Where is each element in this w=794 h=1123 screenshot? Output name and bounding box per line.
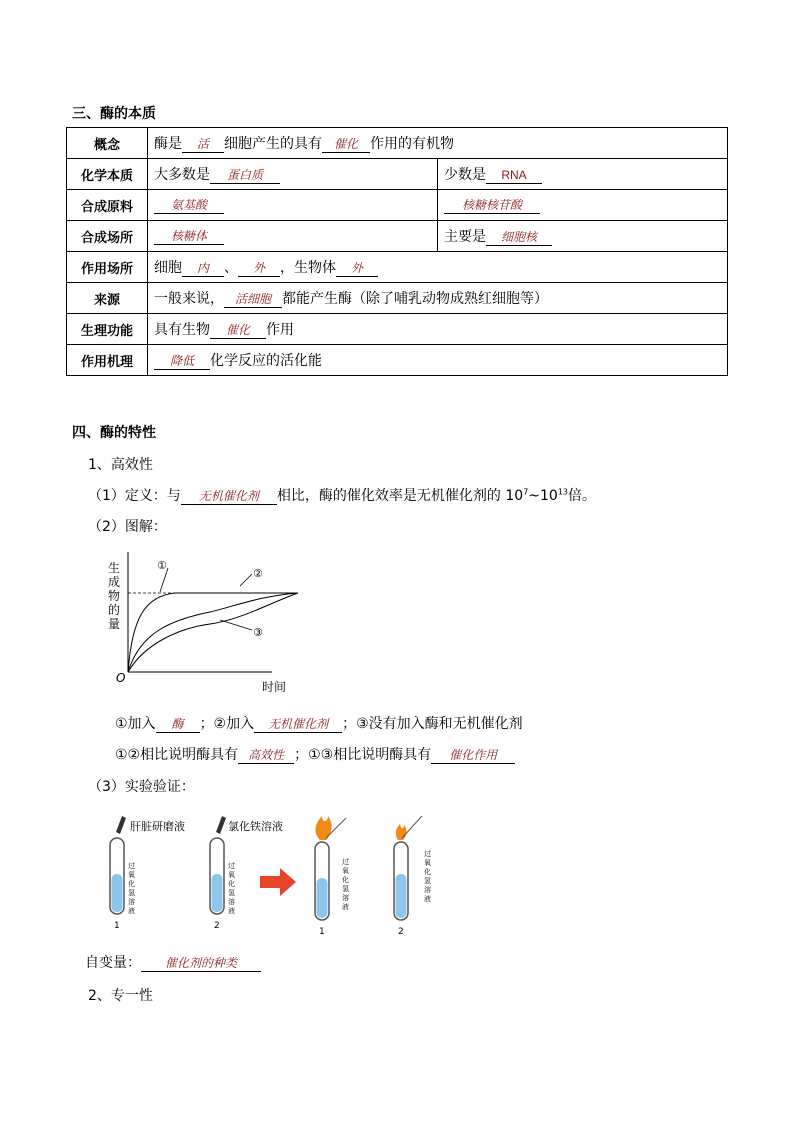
chem-minority-cell xyxy=(438,159,728,190)
tube-text: 液 xyxy=(128,907,135,915)
section3-title: 三、酶的本质 xyxy=(72,106,156,122)
text: ~10 xyxy=(528,488,558,504)
leader-2 xyxy=(240,574,252,586)
legend-line xyxy=(115,713,523,733)
liver-label: 肝脏研磨液 xyxy=(130,820,185,833)
row-label-function: 生理功能 xyxy=(67,314,148,345)
ylabel-char: 成 xyxy=(108,575,121,589)
ylabel-char: 量 xyxy=(108,617,121,631)
text: 细胞 xyxy=(154,260,182,276)
text: 化学反应的活化能 xyxy=(210,353,322,369)
exponent: 13 xyxy=(557,487,569,497)
ylabel-char: 的 xyxy=(108,603,121,617)
tube-text: 溶 xyxy=(342,894,349,902)
tube-liquid xyxy=(396,874,407,918)
reaction-curve-graph xyxy=(100,548,310,698)
action-cell xyxy=(148,252,728,283)
tube-text: 氧 xyxy=(228,871,235,879)
answer-blank: 活 xyxy=(182,136,224,153)
table-row xyxy=(67,345,728,376)
text: 少数是 xyxy=(444,167,486,183)
answer-blank: 细胞核 xyxy=(486,229,552,246)
text: 具有生物 xyxy=(154,322,210,338)
tube-text: 化 xyxy=(228,880,235,888)
exponent: 7 xyxy=(523,487,529,497)
row-label-site: 合成场所 xyxy=(67,221,148,252)
answer-blank: 催化剂的种类 xyxy=(141,955,261,972)
tube-text: 溶 xyxy=(128,898,135,906)
answer-blank: RNA xyxy=(486,167,542,184)
answer-blank: 无机催化剂 xyxy=(254,716,342,733)
text: 主要是 xyxy=(444,229,486,245)
tube-text: 过 xyxy=(228,862,235,870)
row-label-mechanism: 作用机理 xyxy=(67,345,148,376)
dropper-icon xyxy=(116,816,126,834)
text: 细胞产生的具有 xyxy=(224,136,322,152)
text: 大多数是 xyxy=(154,167,210,183)
subheading-efficiency: 1、高效性 xyxy=(88,457,153,473)
tube-text: 氢 xyxy=(128,889,135,897)
answer-blank: 高效性 xyxy=(238,747,294,764)
text: ①②相比说明酶具有 xyxy=(115,747,239,763)
curve-1-enzyme xyxy=(128,593,298,672)
tube-text: 溶 xyxy=(424,886,431,894)
text: ①加入 xyxy=(115,716,156,732)
flame-icon xyxy=(396,824,407,840)
tube-liquid xyxy=(112,874,123,912)
curve-2-inorganic xyxy=(128,593,298,672)
mechanism-cell xyxy=(148,345,728,376)
text: 倍。 xyxy=(568,488,597,504)
tube-text: 过 xyxy=(342,858,349,866)
curve-label-1: ① xyxy=(157,559,167,572)
experiment-illustration xyxy=(100,808,440,938)
answer-blank: 核糖核苷酸 xyxy=(444,197,540,214)
tube-text: 氧 xyxy=(128,871,135,879)
answer-blank: 催化作用 xyxy=(431,747,515,764)
row-label-chem: 化学本质 xyxy=(67,159,148,190)
answer-blank: 降低 xyxy=(154,353,210,370)
text: 、 xyxy=(224,260,238,276)
tube-text: 氧 xyxy=(424,859,431,867)
text: ；③没有加入酶和无机催化剂 xyxy=(342,716,523,732)
enzyme-nature-table xyxy=(66,127,728,376)
tube-text: 氧 xyxy=(342,867,349,875)
section4-title: 四、酶的特性 xyxy=(72,425,156,441)
ylabel-char: 物 xyxy=(108,589,121,603)
row-label-concept: 概念 xyxy=(67,128,148,159)
curve-3-none xyxy=(128,593,298,672)
tube-text: 氢 xyxy=(228,889,235,897)
subheading-specificity: 2、专一性 xyxy=(88,988,153,1004)
text: 自变量： xyxy=(85,955,141,971)
answer-blank: 内 xyxy=(182,260,224,277)
tube-text: 过 xyxy=(424,850,431,858)
site-cell-2 xyxy=(438,221,728,252)
answer-blank: 催化 xyxy=(210,322,266,339)
tube-text: 氢 xyxy=(342,885,349,893)
right-arrow-icon xyxy=(260,868,296,896)
text: ；①③相比说明酶具有 xyxy=(294,747,432,763)
tube-text: 溶 xyxy=(228,898,235,906)
tube-text: 化 xyxy=(342,876,349,884)
answer-blank: 外 xyxy=(336,260,378,277)
tube-text: 液 xyxy=(424,895,431,903)
text: ，生物体 xyxy=(280,260,336,276)
concept-cell xyxy=(148,128,728,159)
tube-text: 液 xyxy=(342,903,349,911)
definition-line xyxy=(88,485,596,505)
answer-blank: 氨基酸 xyxy=(154,197,224,214)
table-row xyxy=(67,314,728,345)
text: （1）定义：与 xyxy=(88,488,181,504)
answer-blank: 核糖体 xyxy=(154,228,224,245)
tube-number: 1 xyxy=(114,921,120,931)
answer-blank: 催化 xyxy=(322,136,370,153)
material-cell-2 xyxy=(438,190,728,221)
function-cell xyxy=(148,314,728,345)
text: 都能产生酶（除了哺乳动物成熟红细胞等） xyxy=(282,291,548,307)
answer-blank: 无机催化剂 xyxy=(181,488,277,505)
dropper-icon xyxy=(216,816,226,834)
material-cell-1 xyxy=(148,190,438,221)
ylabel-char: 生 xyxy=(108,561,121,575)
flame-icon xyxy=(316,816,332,840)
tube-text: 化 xyxy=(424,868,431,876)
source-cell xyxy=(148,283,728,314)
xlabel: 时间 xyxy=(262,680,287,694)
origin-label: O xyxy=(116,671,126,685)
tube-liquid xyxy=(212,874,223,912)
table-row xyxy=(67,221,728,252)
chem-majority-cell xyxy=(148,159,438,190)
text: 酶是 xyxy=(154,136,182,152)
text: 一般来说， xyxy=(154,291,224,307)
tube-text: 过 xyxy=(128,862,135,870)
answer-blank: 蛋白质 xyxy=(210,167,280,184)
table-row xyxy=(67,252,728,283)
table-row xyxy=(67,190,728,221)
tube-text: 氢 xyxy=(424,877,431,885)
text: 相比，酶的催化效率是无机催化剂的 10 xyxy=(276,488,524,504)
answer-blank: 活细胞 xyxy=(224,291,282,308)
tube-liquid xyxy=(317,878,328,918)
variable-line xyxy=(85,952,261,972)
fecl3-label: 氯化铁溶液 xyxy=(228,820,283,833)
curve-label-2: ② xyxy=(253,567,263,580)
tube-text: 化 xyxy=(128,880,135,888)
experiment-label: （3）实验验证： xyxy=(88,779,195,795)
tube-number: 2 xyxy=(214,921,220,931)
text: ；②加入 xyxy=(199,716,255,732)
leader-3 xyxy=(220,620,252,630)
text: 作用的有机物 xyxy=(370,136,454,152)
table-row xyxy=(67,159,728,190)
text: 作用 xyxy=(266,322,294,338)
diagram-label: （2）图解： xyxy=(88,519,167,535)
answer-blank: 外 xyxy=(238,260,280,277)
table-row xyxy=(67,128,728,159)
site-cell-1 xyxy=(148,221,438,252)
row-label-source: 来源 xyxy=(67,283,148,314)
table-row xyxy=(67,283,728,314)
row-label-material: 合成原料 xyxy=(67,190,148,221)
answer-blank: 酶 xyxy=(156,716,200,733)
compare-line xyxy=(115,744,515,764)
tube-number: 2 xyxy=(398,927,404,937)
tube-number: 1 xyxy=(319,927,325,937)
curve-label-3: ③ xyxy=(253,626,263,639)
tube-text: 液 xyxy=(228,907,235,915)
row-label-action: 作用场所 xyxy=(67,252,148,283)
